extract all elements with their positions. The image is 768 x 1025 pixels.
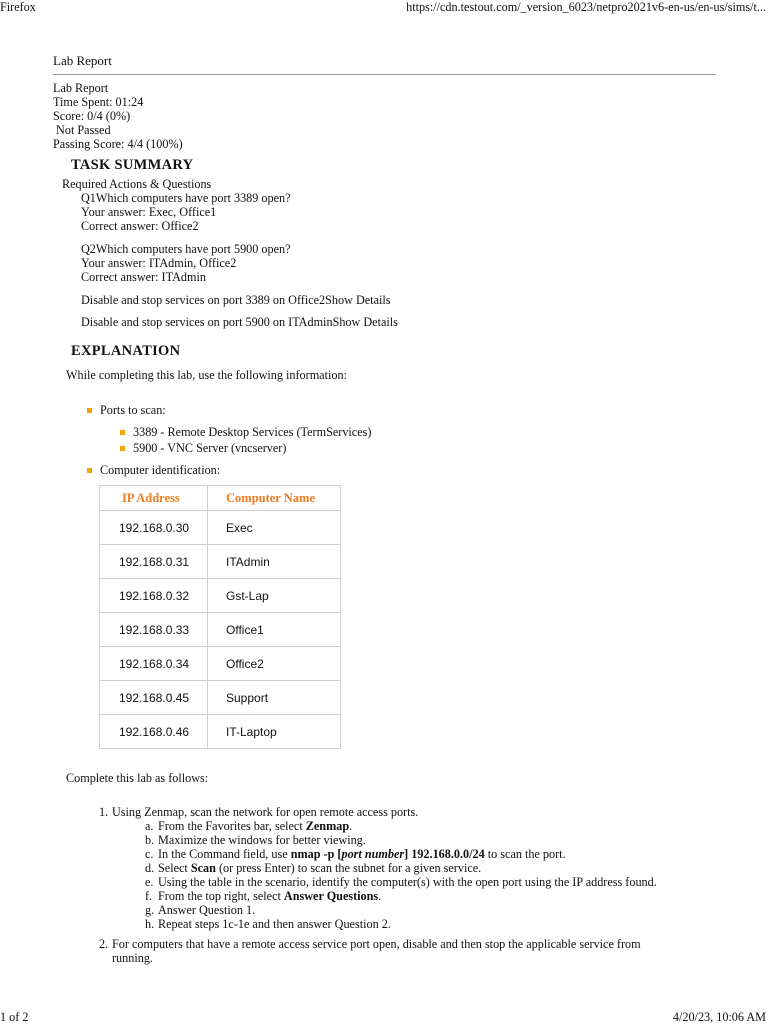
name-cell: Office2 xyxy=(208,647,341,681)
explanation-heading: EXPLANATION xyxy=(71,343,181,359)
substep-d-bold: Scan xyxy=(190,861,216,875)
time-spent: Time Spent: 01:24 xyxy=(53,95,144,109)
ip-cell: 192.168.0.46 xyxy=(100,715,208,749)
step-1 xyxy=(99,805,418,819)
ports-label: Ports to scan: xyxy=(100,403,166,417)
computer-id-label: Computer identification: xyxy=(100,463,221,477)
substep-h-marker: h. xyxy=(145,917,155,931)
name-cell: ITAdmin xyxy=(208,545,341,579)
substep-h xyxy=(145,917,391,931)
table-row xyxy=(100,681,341,715)
substep-f xyxy=(145,889,381,903)
port-item-1-text: 3389 - Remote Desktop Services (TermServices) xyxy=(133,425,372,439)
substep-b xyxy=(145,833,366,847)
substep-d-marker: d. xyxy=(145,861,155,875)
action-2 xyxy=(81,315,398,330)
substep-a-bold: Zenmap xyxy=(305,819,350,833)
title-divider xyxy=(53,74,716,75)
name-cell: Support xyxy=(208,681,341,715)
substep-c-text: In the Command field, use xyxy=(158,847,291,861)
computer-table xyxy=(99,485,341,749)
print-header-app: Firefox xyxy=(0,0,36,14)
table-row xyxy=(100,579,341,613)
table-row xyxy=(100,647,341,681)
bullet-icon xyxy=(120,430,125,435)
substep-f-marker: f. xyxy=(145,889,153,903)
substep-c-post: to scan the port. xyxy=(484,847,566,861)
ip-cell: 192.168.0.32 xyxy=(100,579,208,613)
complete-intro: Complete this lab as follows: xyxy=(66,771,209,785)
substep-c-bold: nmap -p [ xyxy=(290,847,342,861)
ip-cell: 192.168.0.33 xyxy=(100,613,208,647)
report-heading: Lab Report xyxy=(53,81,109,95)
name-cell: Gst-Lap xyxy=(208,579,341,613)
question-2-text: Q2Which computers have port 5900 open? xyxy=(81,242,291,256)
action-2-show-details-link[interactable]: Show Details xyxy=(332,315,398,329)
passing-score: Passing Score: 4/4 (100%) xyxy=(53,137,183,151)
ip-cell: 192.168.0.30 xyxy=(100,511,208,545)
substep-g-marker: g. xyxy=(145,903,155,917)
bullet-icon xyxy=(87,408,92,413)
action-1-show-details-link[interactable]: Show Details xyxy=(325,293,391,307)
substep-f-post: . xyxy=(378,889,382,903)
substep-e xyxy=(145,875,657,889)
action-1 xyxy=(81,293,391,308)
step-1-text: Using Zenmap, scan the network for open remote access ports. xyxy=(112,805,419,819)
substep-g xyxy=(145,903,255,917)
print-footer-timestamp: 4/20/23, 10:06 AM xyxy=(672,1010,766,1024)
step-2-marker: 2. xyxy=(99,937,109,951)
question-2 xyxy=(81,242,291,285)
ip-cell: 192.168.0.45 xyxy=(100,681,208,715)
step-2 xyxy=(99,937,641,951)
question-2-your-answer: Your answer: ITAdmin, Office2 xyxy=(81,256,237,271)
substep-b-marker: b. xyxy=(145,833,155,847)
name-cell: Exec xyxy=(208,511,341,545)
ip-cell: 192.168.0.34 xyxy=(100,647,208,681)
name-cell: IT-Laptop xyxy=(208,715,341,749)
action-2-text: Disable and stop services on port 5900 on ITAdmin xyxy=(81,315,333,329)
score: Score: 0/4 (0%) xyxy=(53,109,131,123)
computer-id-label-item xyxy=(87,463,220,478)
substep-g-text: Answer Question 1. xyxy=(158,903,256,917)
substep-c-italic: port number xyxy=(341,847,405,861)
substep-c xyxy=(145,847,566,861)
port-item-2 xyxy=(120,441,286,456)
question-1-your-answer: Your answer: Exec, Office1 xyxy=(81,205,217,220)
step-1-marker: 1. xyxy=(99,805,109,819)
page-title: Lab Report xyxy=(53,53,112,68)
bullet-icon xyxy=(120,446,125,451)
substep-d-text: Select xyxy=(158,861,191,875)
table-row xyxy=(100,545,341,579)
ip-cell: 192.168.0.31 xyxy=(100,545,208,579)
substep-c-bold2: ] 192.168.0.0/24 xyxy=(404,847,485,861)
name-cell: Office1 xyxy=(208,613,341,647)
question-1-correct-answer: Correct answer: Office2 xyxy=(81,219,199,234)
header-ip-address: IP Address xyxy=(100,486,208,511)
print-header-url: https://cdn.testout.com/_version_6023/netpro2021v6-en-us/en-us/sims/t... xyxy=(406,0,766,14)
substep-c-marker: c. xyxy=(145,847,154,861)
ports-label-item xyxy=(87,403,166,418)
action-1-text: Disable and stop services on port 3389 on Office2 xyxy=(81,293,326,307)
port-item-1 xyxy=(120,425,371,440)
bullet-icon xyxy=(87,468,92,473)
substep-a-marker: a. xyxy=(145,819,154,833)
substep-e-marker: e. xyxy=(145,875,154,889)
table-header-row xyxy=(100,486,341,511)
substep-a-post: . xyxy=(349,819,353,833)
substep-b-text: Maximize the windows for better viewing. xyxy=(158,833,366,847)
step-2-continuation: running. xyxy=(112,951,153,965)
required-actions-label: Required Actions & Questions xyxy=(62,177,212,191)
status-not-passed: Not Passed xyxy=(53,123,111,137)
substep-d-post: (or press Enter) to scan the subnet for a given service. xyxy=(215,861,482,875)
question-1 xyxy=(81,191,291,234)
substep-h-text: Repeat steps 1c-1e and then answer Question 2. xyxy=(158,917,391,931)
print-footer-page: 1 of 2 xyxy=(0,1010,29,1024)
step-2-text: For computers that have a remote access service port open, disable and then stop the applicable service from xyxy=(112,937,641,951)
explanation-intro: While completing this lab, use the following information: xyxy=(66,368,347,382)
table-row xyxy=(100,715,341,749)
substep-f-text: From the top right, select xyxy=(158,889,284,903)
header-computer-name: Computer Name xyxy=(208,486,341,511)
question-2-correct-answer: Correct answer: ITAdmin xyxy=(81,270,206,285)
substep-e-text: Using the table in the scenario, identify the computer(s) with the open port using the IP address found. xyxy=(158,875,657,889)
substep-a xyxy=(145,819,352,833)
port-item-2-text: 5900 - VNC Server (vncserver) xyxy=(133,441,287,455)
substep-d xyxy=(145,861,481,875)
substep-f-bold: Answer Questions xyxy=(283,889,379,903)
question-1-text: Q1Which computers have port 3389 open? xyxy=(81,191,291,205)
task-summary-heading: TASK SUMMARY xyxy=(71,157,194,173)
table-row xyxy=(100,613,341,647)
substep-a-text: From the Favorites bar, select xyxy=(158,819,306,833)
table-row xyxy=(100,511,341,545)
